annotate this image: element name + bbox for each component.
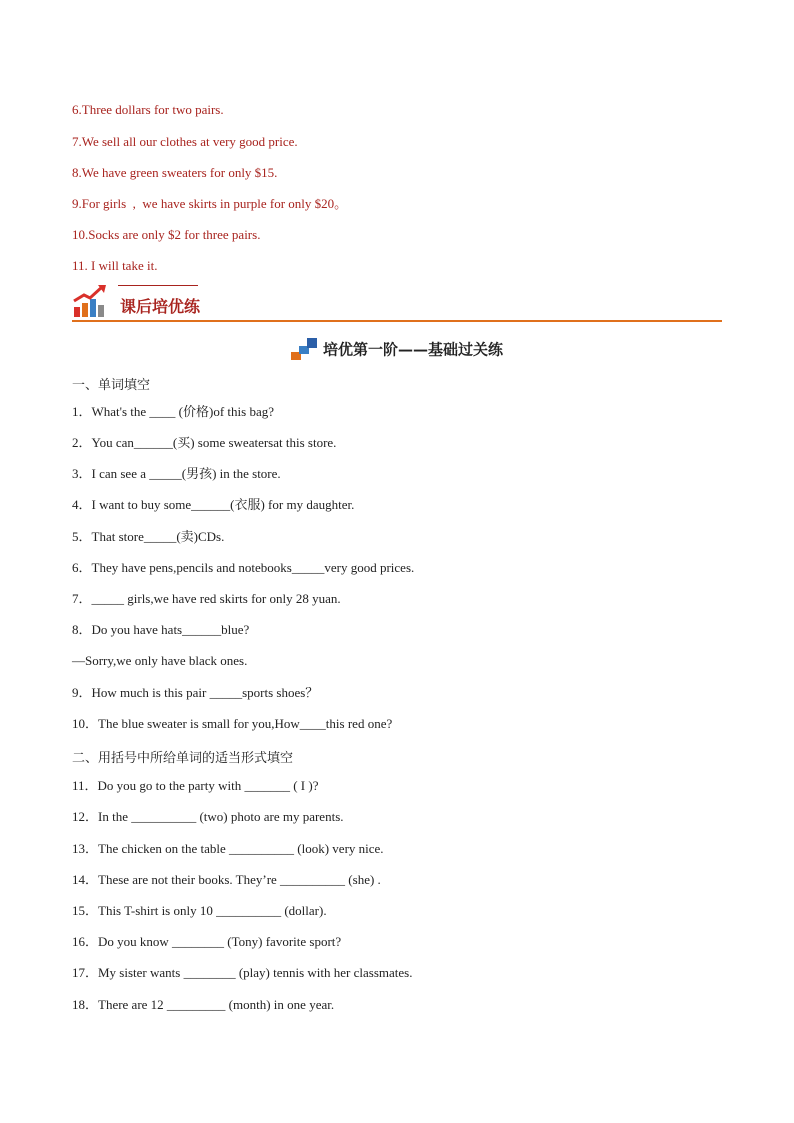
question-line: —Sorry,we only have black ones. bbox=[72, 653, 248, 668]
question-line: 15．This T-shirt is only 10 __________ (dollar). bbox=[72, 903, 327, 918]
part1-heading: 一、单词填空 bbox=[72, 378, 151, 393]
question-line: 18．There are 12 _________ (month) in one year. bbox=[72, 997, 335, 1012]
question-line: 10．The blue sweater is small for you,How____this red one? bbox=[72, 716, 393, 731]
question-line: 5．That store_____(卖)CDs. bbox=[72, 529, 225, 544]
question-line: 9．How much is this pair _____sports shoes？ bbox=[72, 685, 319, 700]
subsection-heading bbox=[0, 338, 794, 360]
answer-line: 10.Socks are only $2 for three pairs. bbox=[72, 227, 261, 242]
question-line: 17．My sister wants ________ (play) tennis with her classmates. bbox=[72, 965, 413, 980]
header-accent-line bbox=[118, 285, 198, 286]
subsection-title: 培优第一阶——基础过关练 bbox=[322, 340, 503, 359]
question-line: 11．Do you go to the party with _______ ( I )? bbox=[72, 778, 319, 793]
growth-chart-icon bbox=[72, 283, 108, 319]
answer-line: 11. I will take it. bbox=[72, 258, 158, 273]
question-line: 12．In the __________ (two) photo are my parents. bbox=[72, 809, 344, 824]
question-line: 2．You can______(买) some sweatersat this store. bbox=[72, 435, 337, 450]
question-line: 1．What's the ____ (价格)of this bag? bbox=[72, 404, 274, 419]
question-line: 14．These are not their books. They’re __________ (she) . bbox=[72, 872, 381, 887]
question-line: 8．Do you have hats______blue? bbox=[72, 622, 250, 637]
answer-line: 6.Three dollars for two pairs. bbox=[72, 102, 224, 117]
answer-line: 7.We sell all our clothes at very good price. bbox=[72, 134, 298, 149]
stairs-icon bbox=[291, 338, 317, 360]
part2-heading: 二、用括号中所给单词的适当形式填空 bbox=[72, 751, 294, 766]
answer-line: 8.We have green sweaters for only $15. bbox=[72, 165, 278, 180]
question-line: 6．They have pens,pencils and notebooks_____very good prices. bbox=[72, 560, 415, 575]
question-line: 16．Do you know ________ (Tony) favorite sport? bbox=[72, 934, 342, 949]
section-header bbox=[72, 281, 722, 321]
question-line: 3．I can see a _____(男孩) in the store. bbox=[72, 466, 281, 481]
section-divider bbox=[72, 320, 722, 322]
question-line: 13．The chicken on the table __________ (look) very nice. bbox=[72, 841, 384, 856]
question-line: 4．I want to buy some______(衣服) for my daughter. bbox=[72, 497, 355, 512]
question-line: 7．_____ girls,we have red skirts for only 28 yuan. bbox=[72, 591, 341, 606]
answer-line: 9.For girls , we have skirts in purple for only $20。 bbox=[72, 196, 348, 211]
section-title: 课后培优练 bbox=[120, 297, 201, 316]
